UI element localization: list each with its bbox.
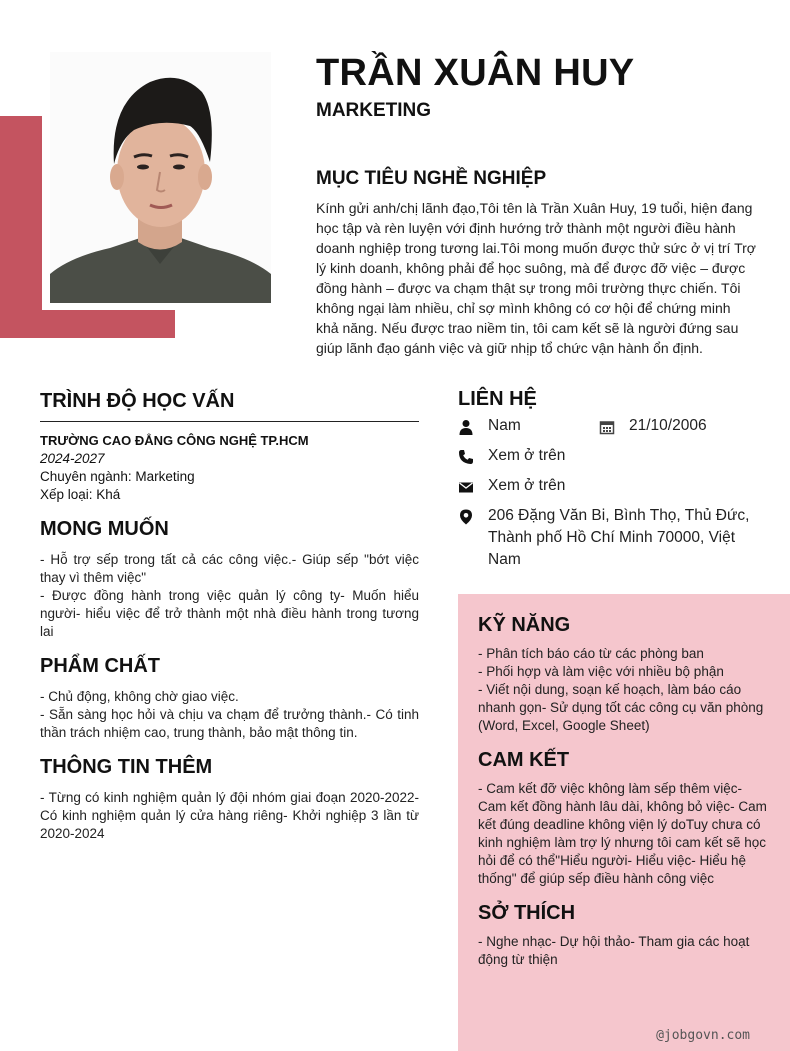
commitment-heading: CAM KẾT xyxy=(478,749,570,771)
hobbies-section xyxy=(478,902,770,969)
watermark: @jobgovn.com xyxy=(656,1028,750,1043)
contact-row-address xyxy=(458,505,768,571)
contact-row-email xyxy=(458,475,768,505)
major: Chuyên ngành: Marketing xyxy=(40,469,195,484)
person-icon xyxy=(458,419,474,435)
list-item: - Viết nội dung, soạn kế hoạch, làm báo cáo nhanh gọn- Sử dụng tốt các công cụ văn phòng (Word, Excel, Google Sheet) xyxy=(478,682,764,733)
list-item: - Phối hợp và làm việc với nhiều bộ phận xyxy=(478,664,724,679)
location-pin-icon xyxy=(458,509,474,525)
list-item: - Hỗ trợ sếp trong tất cả các công việc.- Giúp sếp "bớt việc thay vì thêm việc" xyxy=(40,552,419,585)
gender: Nam xyxy=(488,417,521,434)
skills-heading: KỸ NĂNG xyxy=(478,614,571,636)
contact-row-phone xyxy=(458,445,768,475)
calendar-icon xyxy=(599,419,615,435)
date-of-birth: 21/10/2006 xyxy=(629,417,707,434)
divider xyxy=(40,421,419,422)
objective-heading: MỤC TIÊU NGHỀ NGHIỆP xyxy=(316,168,547,189)
objective-text: Kính gửi anh/chị lãnh đạo,Tôi tên là Trần Xuân Huy, 19 tuổi, hiện đang học tập và rèn luyện với định hướng trở thành một người điều hành doanh nghiệp trong tương lai.Tôi mong muốn được thử sức ở vị trí Trợ lý kinh doanh, không phải để học suông, mà để được đỡ việc – được đồng hành – được va chạm thật sự trong môi trường thực chiến. Tôi không ngại làm nhiều, chỉ sợ mình không có cơ hội để chứng minh khả năng. Nếu được trao niềm tin, tôi cam kết sẽ là người đứng sau giúp lãnh đạo gánh việc và giữ nhịp tổ chức vận hành ổn định. xyxy=(316,200,756,356)
candidate-name: TRẦN XUÂN HUY xyxy=(316,52,635,94)
left-column xyxy=(40,390,419,843)
accent-bar-horizontal xyxy=(0,310,175,338)
extra-info-text: - Từng có kinh nghiệm quản lý đội nhóm giai đoạn 2020-2022- Có kinh nghiệm quản lý cửa hàng riêng- Khởi nghiệp 3 lần từ 2020-2024 xyxy=(40,790,419,841)
extra-info-section xyxy=(40,756,419,843)
education-section xyxy=(40,390,419,504)
list-item: - Chủ động, không chờ giao việc. xyxy=(40,689,239,704)
phone: Xem ở trên xyxy=(488,447,566,464)
job-title: MARKETING xyxy=(316,100,432,121)
hobbies-text: - Nghe nhạc- Dự hội thảo- Tham gia các hoạt động từ thiện xyxy=(478,934,750,967)
wishes-heading: MONG MUỐN xyxy=(40,518,169,540)
profile-photo xyxy=(50,52,271,303)
contact-row-gender-dob xyxy=(458,415,768,445)
skills-panel xyxy=(458,594,790,1051)
qualities-heading: PHẨM CHẤT xyxy=(40,655,160,677)
grade: Xếp loại: Khá xyxy=(40,487,121,502)
commitment-text: - Cam kết đỡ việc không làm sếp thêm việc- Cam kết đồng hành lâu dài, không bỏ việc- Cam kết đúng deadline không viện lý doTuy chưa có kinh nghiệm làm trợ lý nhưng tôi cam kết sẽ học hỏi để có thể"Hiểu người- Hiểu việc- Hiểu hệ thống" để giúp sếp điều hành công việc xyxy=(478,781,767,886)
list-item: - Phân tích báo cáo từ các phòng ban xyxy=(478,646,704,661)
study-years: 2024-2027 xyxy=(40,451,105,466)
phone-icon xyxy=(458,449,474,465)
email: Xem ở trên xyxy=(488,477,566,494)
address: 206 Đặng Văn Bi, Bình Thọ, Thủ Đức, Thành phố Hồ Chí Minh 70000, Việt Nam xyxy=(488,507,750,568)
qualities-section xyxy=(40,655,419,742)
hobbies-heading: SỞ THÍCH xyxy=(478,902,576,924)
contact-heading: LIÊN HỆ xyxy=(458,388,537,410)
contact-section xyxy=(458,388,768,571)
education-heading: TRÌNH ĐỘ HỌC VẤN xyxy=(40,390,235,412)
commitment-section xyxy=(478,749,770,888)
accent-bar-vertical xyxy=(0,116,42,338)
list-item: - Được đồng hành trong việc quản lý công ty- Muốn hiểu người- hiểu việc để trở thành một nhà điều hành trong tương lai xyxy=(40,588,419,639)
list-item: - Sẵn sàng học hỏi và chịu va chạm để trưởng thành.- Có tinh thần trách nhiệm cao, trung thành, bảo mật thông tin. xyxy=(40,707,419,740)
school-name: TRƯỜNG CAO ĐẲNG CÔNG NGHỆ TP.HCM xyxy=(40,433,309,448)
mail-icon xyxy=(458,479,474,495)
skills-section xyxy=(478,614,770,735)
extra-info-heading: THÔNG TIN THÊM xyxy=(40,756,213,778)
wishes-section xyxy=(40,518,419,641)
